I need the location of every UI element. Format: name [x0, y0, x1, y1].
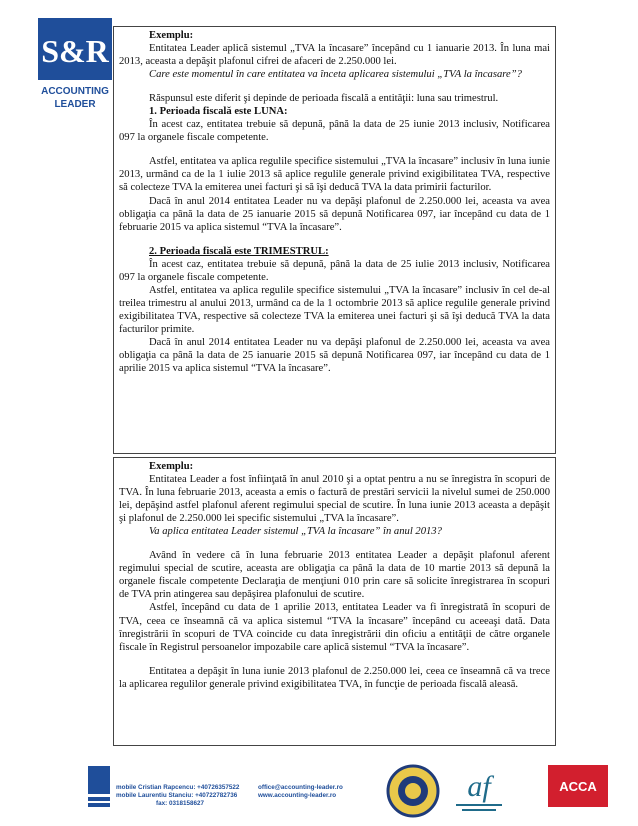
- footer: [0, 760, 638, 826]
- paragraph: Astfel, entitatea va aplica regulile specifice sistemului „TVA la încasare” inclusiv în cel de-al treilea trimestru al anului 2013, urmând ca de la 1 octombrie 2013 să aplice regulile generale privind exigibilitatea TVA, respective să colecteze TVA la emiterea unei facturi şi să îşi deducă TVA la data facturilor primite.: [119, 284, 550, 335]
- example-box-1: [113, 26, 556, 454]
- example-box-2: [113, 457, 556, 746]
- ceccar-seal-icon: [386, 764, 440, 818]
- paragraph: Astfel, începând cu data de 1 aprilie 2013, entitatea Leader va fi înregistrată în scopuri de TVA, ceea ce înseamnă că va aplica sistemul “TVA la încasare” începând cu aceeaşi dată. Data înregistrării în scopuri de TVA coincide cu data înregistrării din oficiu a entităţii de către organele fiscale în Registrul persoanelor impozabile care aplică sistemul “TVA la încasare”.: [119, 602, 550, 653]
- question: Va aplica entitatea Leader sistemul „TVA la încasare” în anul 2013?: [149, 526, 442, 538]
- acca-logo: ACCA: [548, 765, 608, 807]
- phone-1: mobile Cristian Rapcencu: +40726357522: [116, 784, 240, 791]
- website-link[interactable]: www.accounting-leader.ro: [258, 792, 337, 799]
- paragraph: Entitatea Leader aplică sistemul „TVA la încasare” începând cu 1 ianuarie 2013. În luna mai 2013, aceasta a depăşit plafonul cifrei de afaceri de 2.250.000 lei.: [119, 43, 550, 68]
- af-logo-icon: [450, 766, 508, 814]
- phone-2: mobile Laurentiu Stanciu: +40722782736: [116, 792, 238, 799]
- paragraph: Entitatea a depăşit în luna iunie 2013 plafonul de 2.250.000 lei, ceea ce înseamnă că va trece la aplicarea regulilor generale privind exigibilitatea TVA, în funcţie de perioada fiscală aleasă.: [119, 665, 550, 690]
- paragraph: În acest caz, entitatea trebuie să depună, până la data de 25 iulie 2013 inclusiv, Notificarea 097 la organele fiscale competente.: [119, 258, 550, 283]
- heading-monthly: 1. Perioada fiscală este LUNA:: [149, 106, 288, 118]
- email-link[interactable]: office@accounting-leader.ro: [258, 784, 343, 791]
- svg-text:af: af: [467, 770, 491, 803]
- company-logo: [34, 18, 116, 114]
- heading-quarterly: 2. Perioada fiscală este TRIMESTRUL:: [149, 245, 329, 257]
- example-label: Exemplu:: [149, 461, 194, 472]
- svg-text:S&R: S&R: [41, 33, 109, 69]
- footer-logo-small: [88, 766, 110, 808]
- question: Care este momentul în care entitatea va înceta aplicarea sistemului „TVA la încasare”?: [149, 69, 522, 81]
- svg-text:ACCOUNTING: ACCOUNTING: [41, 86, 109, 97]
- fax: fax: 0318158627: [156, 800, 204, 807]
- paragraph: Dacă în anul 2014 entitatea Leader nu va depăşi plafonul de 2.250.000 lei, aceasta va avea obligaţia ca până la data de 25 ianuarie 2015 să depună Notificarea 097, iar începând cu data de 1 februarie 2015 va aplica sistemul “TVA la încasare”.: [119, 195, 550, 233]
- paragraph: Dacă în anul 2014 entitatea Leader nu va depăşi plafonul de 2.250.000 lei, aceasta va avea obligaţia ca până la data de 25 ianuarie 2015 să depună Notificarea 097, iar începând cu data de 1 aprilie 2015 va aplica sistemul “TVA la încasare”.: [119, 336, 550, 375]
- svg-text:LEADER: LEADER: [54, 99, 96, 110]
- paragraph: Având în vedere că în luna februarie 2013 entitatea Leader a depăşit plafonul aferent regimului special de scutire, aceasta are obligaţia ca până la data de 10 martie 2013 să depună la organele fiscale competente Declaraţia de menţiuni 010 prin care să solicite înregistrarea în scopuri de TVA prin atingerea sau depăşirea plafonului de scutire.: [119, 550, 550, 601]
- paragraph: Entitatea Leader a fost înfiinţată în anul 2010 şi a optat pentru a nu se înregistra în scopuri de TVA. În luna februarie 2013, aceasta a emis o factură de prestări servicii la nivelul sumei de 250.000 lei, depăşind astfel plafonul aferent regimului special de scutire. În luna iunie 2013 aceasta a depăşit şi plafonul de 2.250.000 lei specific sistemului „TVA la încasare”.: [119, 474, 550, 525]
- answer: Răspunsul este diferit şi depinde de perioada fiscală a entităţii: luna sau trimestrul.: [149, 93, 499, 105]
- example-label: Exemplu:: [149, 30, 194, 41]
- paragraph: Astfel, entitatea va aplica regulile specifice sistemului „TVA la încasare” inclusiv în luna iunie 2013, urmând ca de la 1 iulie 2013 să aplice regulile generale privind exigibilitatea TVA, respective să colecteze TVA la emiterea unei facturi şi să îşi deducă TVA la data primirii facturilor.: [119, 156, 550, 194]
- paragraph: În acest caz, entitatea trebuie să depună, până la data de 25 iunie 2013 inclusiv, Notificarea 097 la organele fiscale competente.: [119, 119, 550, 144]
